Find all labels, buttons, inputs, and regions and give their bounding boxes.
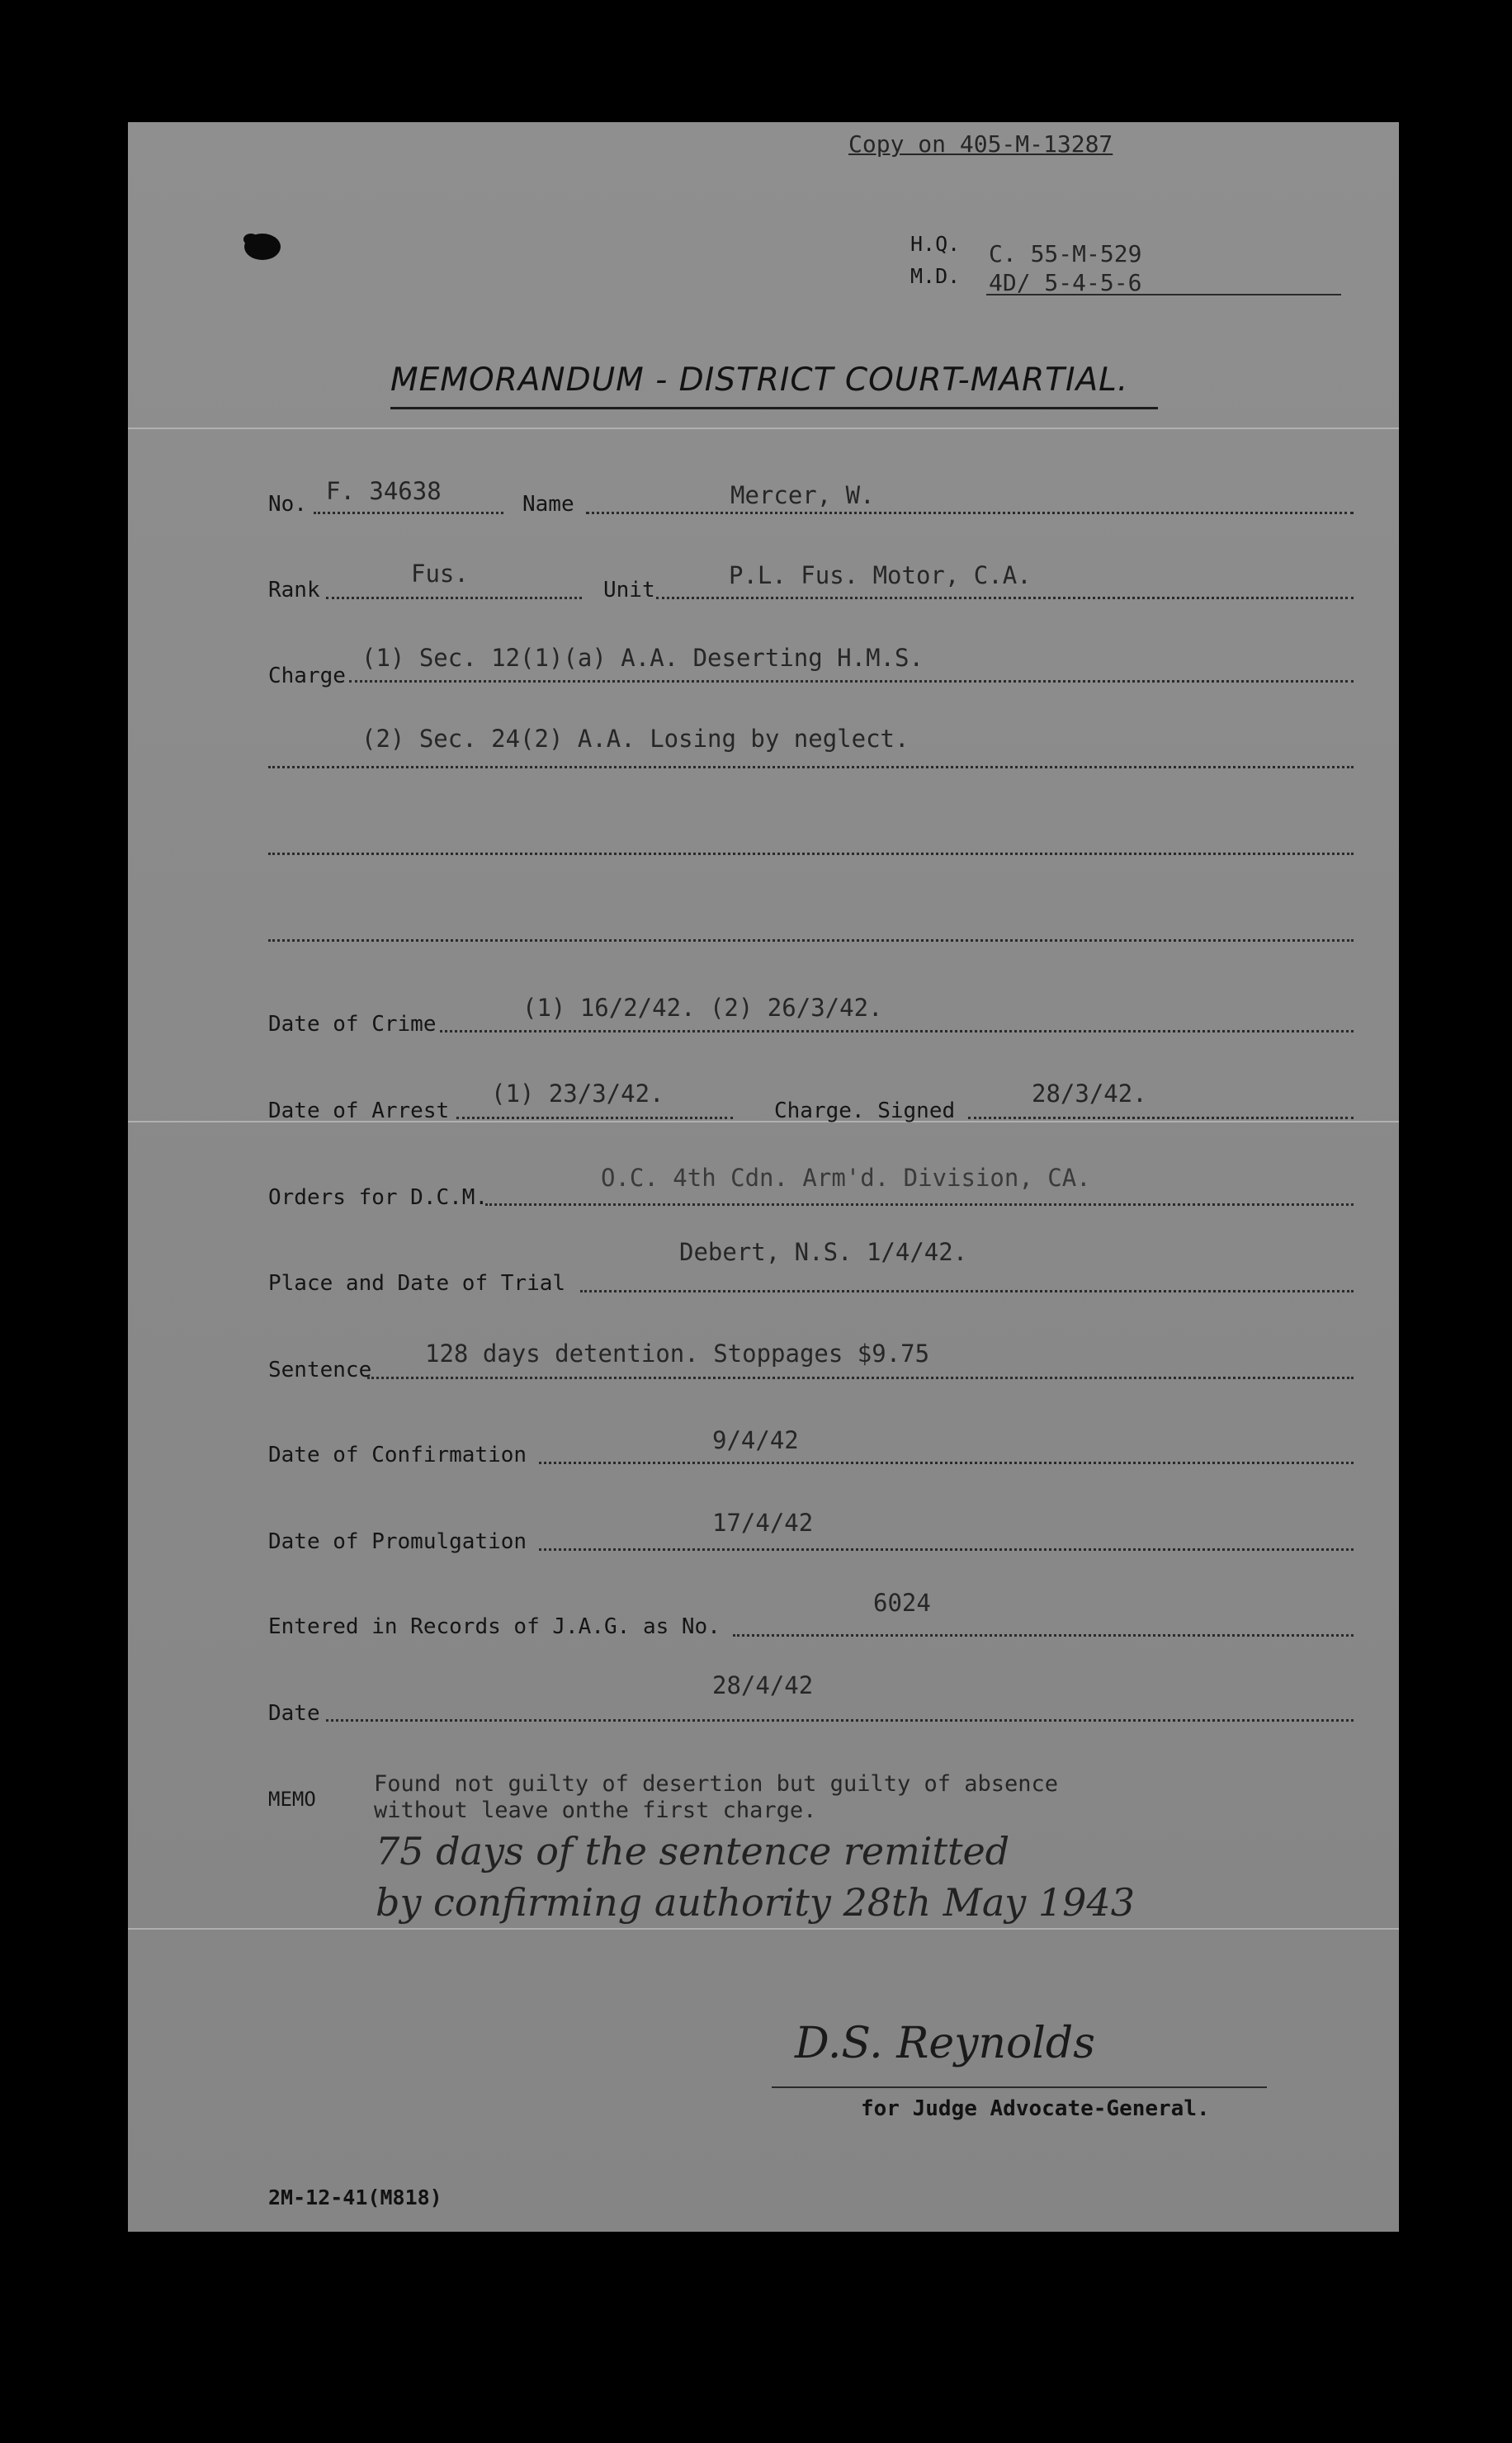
charge-3-line [268,853,1354,855]
confirmation-label: Date of Confirmation [268,1443,527,1467]
name-value: Mercer, W. [730,481,875,509]
orders-line [485,1203,1354,1206]
memo-handwritten-2: by confirming authority 28th May 1943 [376,1880,1135,1925]
charge-signed-value: 28/3/42. [1032,1080,1147,1108]
charge-2-line [268,766,1354,768]
place-label: Place and Date of Trial [268,1271,566,1296]
sentence-label: Sentence [268,1358,372,1382]
date-of-arrest-value: (1) 23/3/42. [491,1080,664,1108]
place-line [580,1290,1354,1292]
memo-line-2: without leave onthe first charge. [374,1798,817,1823]
md-label: M.D. [910,264,961,288]
jag-line [733,1634,1354,1637]
jag-value: 6024 [873,1589,931,1617]
promulgation-value: 17/4/42 [712,1509,814,1537]
title-underline [390,407,1158,409]
signature: D.S. Reynolds [795,2019,1095,2068]
memo-handwritten-1: 75 days of the sentence remitted [376,1829,1010,1874]
charge-signed-label: Charge. Signed [774,1099,956,1123]
copy-reference: Copy on 405-M-13287 [848,130,1113,158]
jag-label: Entered in Records of J.A.G. as No. [268,1614,721,1639]
date-line [326,1719,1354,1722]
ink-blot [241,229,284,264]
rank-label: Rank [268,578,320,602]
date-of-crime-label: Date of Crime [268,1012,437,1037]
place-value: Debert, N.S. 1/4/42. [679,1238,968,1266]
name-label: Name [522,492,574,517]
orders-label: Orders for D.C.M. [268,1185,489,1210]
date-of-arrest-label: Date of Arrest [268,1099,450,1123]
hq-value: C. 55-M-529 [989,240,1142,267]
rank-value: Fus. [411,560,469,588]
sentence-value: 128 days detention. Stoppages $9.75 [425,1340,930,1368]
no-label: No. [268,492,307,517]
sentence-line [367,1377,1354,1379]
scan-line [128,428,1399,429]
no-value: F. 34638 [326,477,442,505]
charge-4-line [268,939,1354,942]
memo-line-1: Found not guilty of desertion but guilty of absence [374,1771,1059,1797]
no-line [314,512,503,514]
rank-line [326,597,582,599]
scan-line [128,1928,1399,1930]
header-rule [986,294,1341,295]
charge-1-line [349,680,1354,683]
signature-line [772,2086,1267,2088]
unit-label: Unit [603,578,655,602]
date-label: Date [268,1701,320,1726]
memorandum-sheet [128,122,1399,2232]
page-title: MEMORANDUM - DISTRICT COURT-MARTIAL. [390,361,1129,399]
charge-2-value: (2) Sec. 24(2) A.A. Losing by neglect. [361,725,910,753]
memo-label: MEMO [268,1788,316,1811]
name-line [586,512,1354,514]
date-of-arrest-line [456,1117,733,1119]
promulgation-line [539,1548,1354,1551]
orders-value: O.C. 4th Cdn. Arm'd. Division, CA. [601,1164,1091,1192]
confirmation-line [539,1462,1354,1464]
charge-1-value: (1) Sec. 12(1)(a) A.A. Deserting H.M.S. [361,644,924,672]
date-of-crime-value: (1) 16/2/42. (2) 26/3/42. [522,994,883,1022]
hq-label: H.Q. [910,232,961,256]
unit-value: P.L. Fus. Motor, C.A. [729,561,1032,589]
promulgation-label: Date of Promulgation [268,1529,527,1554]
date-of-crime-line [440,1030,1354,1032]
form-code: 2M-12-41(M818) [268,2185,442,2209]
unit-line [656,597,1354,599]
signature-caption: for Judge Advocate-General. [861,2096,1210,2121]
date-value: 28/4/42 [712,1671,814,1699]
charge-label: Charge [268,664,346,688]
md-value: 4D/ 5-4-5-6 [989,269,1142,296]
charge-signed-line [968,1117,1354,1119]
confirmation-value: 9/4/42 [712,1426,799,1454]
